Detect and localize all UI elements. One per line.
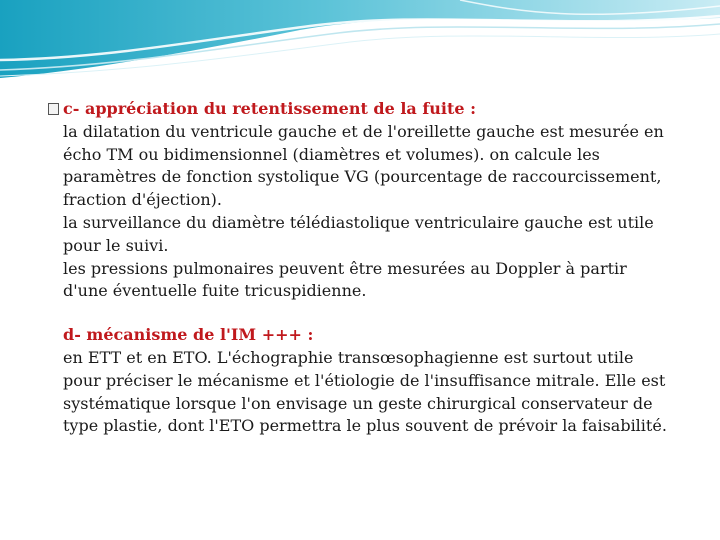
text-line: systématique lorsque l'on envisage un geste chirurgical conservateur de — [63, 393, 653, 413]
square-bullet-icon — [48, 103, 59, 115]
spacer — [48, 303, 688, 324]
text-line: écho TM ou bidimensionnel (diamètres et volumes). on calcule les — [63, 144, 600, 164]
section-d — [48, 324, 688, 438]
text-line: pour préciser le mécanisme et l'étiologie de l'insuffisance mitrale. Elle est — [63, 370, 666, 390]
wave-band — [0, 0, 720, 78]
section-c — [48, 98, 688, 303]
text-line: fraction d'éjection). — [63, 190, 222, 210]
text-line: paramètres de fonction systolique VG (pourcentage de raccourcissement, — [63, 167, 662, 187]
text-line: type plastie, dont l'ETO permettra le plus souvent de prévoir la faisabilité. — [63, 416, 667, 436]
section-c-heading: c- appréciation du retentissement de la fuite : — [63, 99, 476, 118]
text-line: d'une éventuelle fuite tricuspidienne. — [63, 281, 367, 301]
section-d-body — [48, 324, 688, 438]
text-line: la dilatation du ventricule gauche et de l'oreillette gauche est mesurée en — [63, 121, 664, 141]
text-line: la surveillance du diamètre télédiastolique ventriculaire gauche est utile — [63, 212, 654, 232]
header-wave-decoration — [0, 0, 720, 90]
section-d-heading: d- mécanisme de l'IM +++ : — [63, 325, 314, 345]
slide-content — [48, 98, 688, 438]
section-c-body — [48, 121, 688, 303]
text-line: les pressions pulmonaires peuvent être mesurées au Doppler à partir — [63, 258, 627, 278]
text-line: pour le suivi. — [63, 235, 169, 255]
section-c-heading-line — [48, 98, 688, 121]
text-line: en ETT et en ETO. L'échographie transœsophagienne est surtout utile — [63, 347, 634, 367]
